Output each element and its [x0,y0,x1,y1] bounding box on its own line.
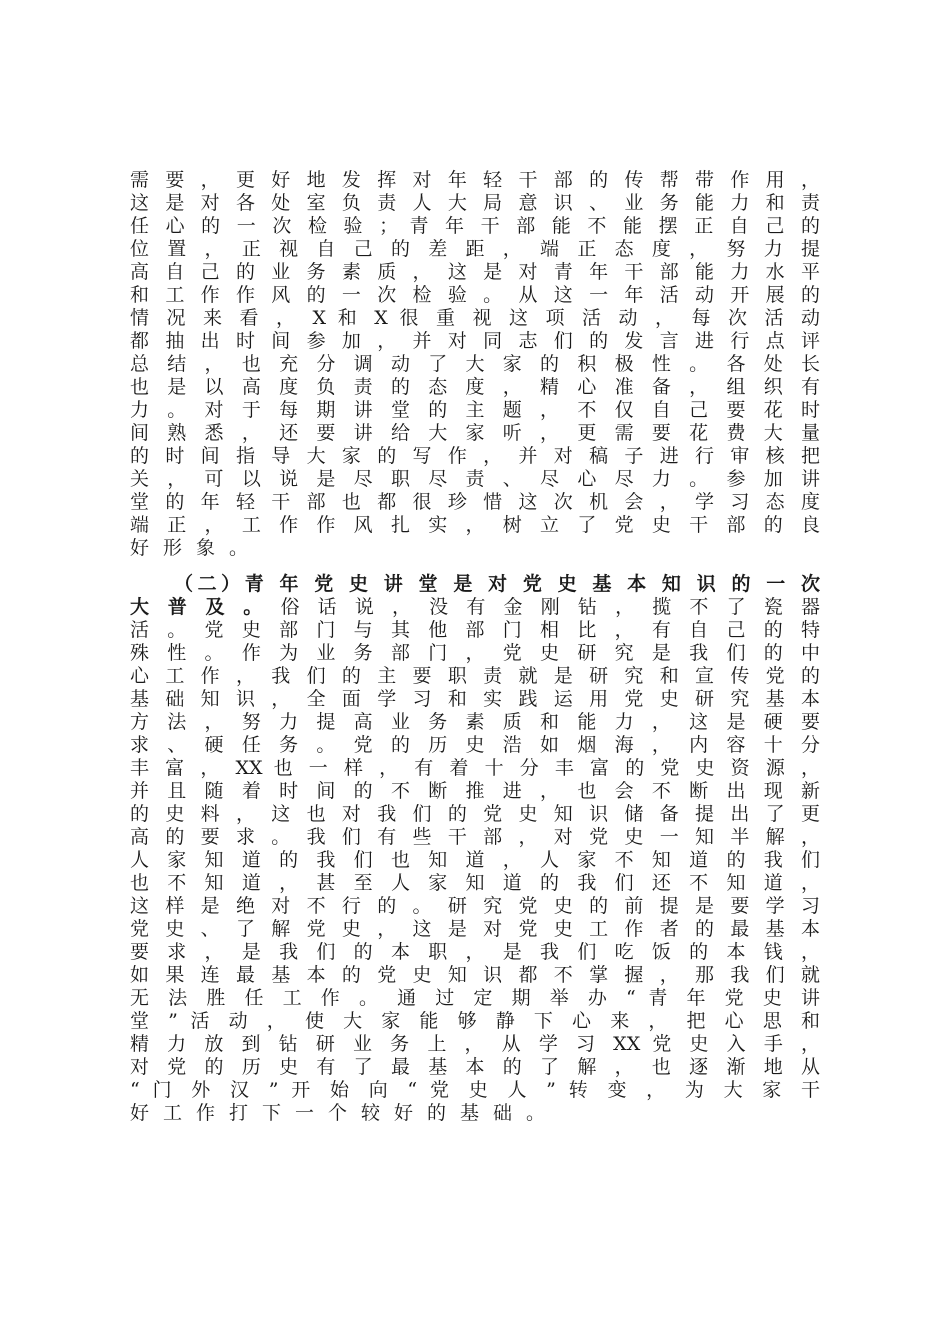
text-line: 好形象。 [130,537,263,559]
section-heading-end: 大 普 及 。 [130,596,269,618]
text-line: 位 置 ， 正 视 自 己 的 差 距 ， 端 正 态 度 ， 努 力 提 [130,238,820,260]
text-line: 如 果 连 最 基 本 的 党 史 知 识 都 不 掌 握 ， 那 我 们 就 [130,964,820,986]
text-line: 堂 ” 活 动 ， 使 大 家 能 够 静 下 心 来 ， 把 心 思 和 [130,1010,820,1032]
text-line: 方 法 ， 努 力 提 高 业 务 素 质 和 能 力 ， 这 是 硬 要 [130,711,820,733]
section-heading: （二）青 年 党 史 讲 堂 是 对 党 史 基 本 知 识 的 一 次 [174,573,820,595]
text-line: 总 结 ， 也 充 分 调 动 了 大 家 的 积 极 性 。 各 处 长 [130,353,820,375]
text-line: 高 的 要 求 。 我 们 有 些 干 部 ， 对 党 史 一 知 半 解 ， [130,826,820,848]
paragraph-1 [130,169,820,560]
text-line: 堂 的 年 轻 干 部 也 都 很 珍 惜 这 次 机 会 ， 学 习 态 度 [130,491,820,513]
text-line: 关 ， 可 以 说 是 尽 职 尽 责 、 尽 心 尽 力 。 参 加 讲 [130,468,820,490]
text-line: 任 心 的 一 次 检 验 ； 青 年 干 部 能 不 能 摆 正 自 己 的 [130,215,820,237]
text-line [130,596,820,619]
paragraph-2 [130,573,820,1125]
text-line: 高 自 己 的 业 务 素 质 ， 这 是 对 青 年 干 部 能 力 水 平 [130,261,820,283]
text-line: 并 且 随 着 时 间 的 不 断 推 进 ， 也 会 不 断 出 现 新 [130,780,820,802]
text-line: 间 熟 悉 ， 还 要 讲 给 大 家 听 ， 更 需 要 花 费 大 量 [130,422,820,444]
text-line: 心 工 作 ， 我 们 的 主 要 职 责 就 是 研 究 和 宣 传 党 的 [130,665,820,687]
text-line: 基 础 知 识 ， 全 面 学 习 和 实 践 运 用 党 史 研 究 基 本 [130,688,820,710]
text-line: 人 家 知 道 的 我 们 也 知 道 ， 人 家 不 知 道 的 我 们 [130,849,820,871]
text-line: 这 是 对 各 处 室 负 责 人 大 局 意 识 、 业 务 能 力 和 责 [130,192,820,214]
text-line: 活 。 党 史 部 门 与 其 他 部 门 相 比 ， 有 自 己 的 特 [130,619,820,641]
text-line: 端 正 ， 工 作 作 风 扎 实 ， 树 立 了 党 史 干 部 的 良 [130,514,820,536]
text-line: 好工作打下一个较好的基础。 [130,1102,560,1124]
text-line: 情 况 来 看 ， X 和 X 很 重 视 这 项 活 动 ， 每 次 活 动 [130,307,820,329]
text-line: 党 史 、 了 解 党 史 ， 这 是 对 党 史 工 作 者 的 最 基 本 [130,918,820,940]
text-line: 对 党 的 历 史 有 了 最 基 本 的 了 解 ， 也 逐 渐 地 从 [130,1056,820,1078]
text-line: “ 门 外 汉 ” 开 始 向 “ 党 史 人 ” 转 变 ， 为 大 家 干 [130,1079,820,1101]
text-line: 无 法 胜 任 工 作 。 通 过 定 期 举 办 “ 青 年 党 史 讲 [130,987,820,1009]
text-line: 的 时 间 指 导 大 家 的 写 作 ， 并 对 稿 子 进 行 审 核 把 [130,445,820,467]
text-line: 也 是 以 高 度 负 责 的 态 度 ， 精 心 准 备 ， 组 织 有 [130,376,820,398]
text-line: 的 史 料 ， 这 也 对 我 们 的 党 史 知 识 储 备 提 出 了 更 [130,803,820,825]
text-line: 要 求 ， 是 我 们 的 本 职 ， 是 我 们 吃 饭 的 本 钱 ， [130,941,820,963]
text-line: 这 样 是 绝 对 不 行 的 。 研 究 党 史 的 前 提 是 要 学 习 [130,895,820,917]
text-line: 殊 性 。 作 为 业 务 部 门 ， 党 史 研 究 是 我 们 的 中 [130,642,820,664]
text-line: 丰 富 ， XX 也 一 样 ， 有 着 十 分 丰 富 的 党 史 资 源 ， [130,757,820,779]
text-line: 和 工 作 作 风 的 一 次 检 验 。 从 这 一 年 活 动 开 展 的 [130,284,820,306]
text-line: 也 不 知 道 ， 甚 至 人 家 知 道 的 我 们 还 不 知 道 ， [130,872,820,894]
text-line: 需 要 ， 更 好 地 发 挥 对 年 轻 干 部 的 传 帮 带 作 用 ， [130,169,820,191]
text-line: 精 力 放 到 钻 研 业 务 上 ， 从 学 习 XX 党 史 入 手 ， [130,1033,820,1055]
text-line: 力 。 对 于 每 期 讲 堂 的 主 题 ， 不 仅 自 己 要 花 时 [130,399,820,421]
text-line: 求 、 硬 任 务 。 党 的 历 史 浩 如 烟 海 ， 内 容 十 分 [130,734,820,756]
text-line-rest: 俗 话 说 ， 没 有 金 刚 钻 ， 揽 不 了 瓷 器 [268,596,820,618]
text-line: 都 抽 出 时 间 参 加 ， 并 对 同 志 们 的 发 言 进 行 点 评 [130,330,820,352]
